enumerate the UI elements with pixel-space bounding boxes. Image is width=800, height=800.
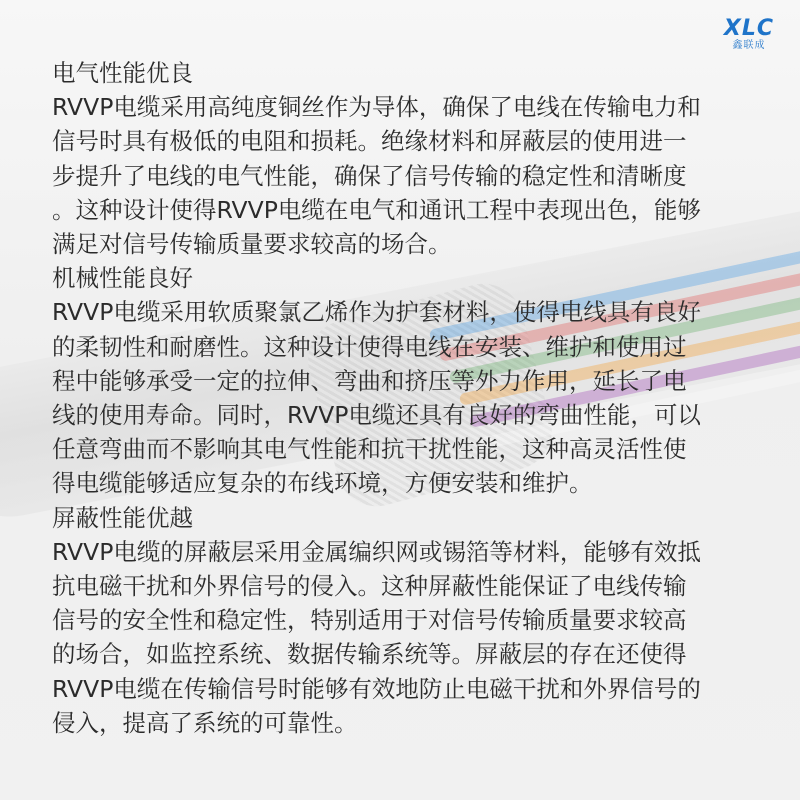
text-line: RVVP电缆在传输信号时能够有效地防止电磁干扰和外界信号的: [52, 674, 701, 703]
text-line: 侵入，提高了系统的可靠性。: [52, 708, 358, 737]
logo-subtitle: 鑫联成: [732, 40, 766, 51]
logo-mark: XLC: [723, 16, 775, 41]
text-line: 信号的安全性和稳定性，特别适用于对信号传输质量要求较高: [52, 606, 687, 635]
text-line: 。这种设计使得RVVP电缆在电气和通讯工程中表现出色，能够: [52, 195, 701, 224]
section-heading-electrical: 电气性能优良: [52, 59, 193, 87]
text-line: 任意弯曲而不影响其电气性能和抗干扰性能，这种高灵活性使: [52, 435, 687, 464]
section-heading-mechanical: 机械性能良好: [52, 264, 193, 293]
brand-logo: [718, 18, 780, 52]
text-line: 程中能够承受一定的拉伸、弯曲和挤压等外力作用，延长了电: [52, 366, 687, 395]
text-line: 线的使用寿命。同时，RVVP电缆还具有良好的弯曲性能，可以: [52, 401, 701, 430]
text-line: 的柔韧性和耐磨性。这种设计使得电线在安装、维护和使用过: [52, 332, 687, 361]
article-body: [52, 56, 772, 740]
text-line: RVVP电缆的屏蔽层采用金属编织网或锡箔等材料，能够有效抵: [52, 537, 701, 566]
section-heading-shielding: 屏蔽性能优越: [52, 503, 193, 532]
text-line: RVVP电缆采用高纯度铜丝作为导体，确保了电线在传输电力和: [52, 93, 701, 122]
text-line: RVVP电缆采用软质聚氯乙烯作为护套材料，使得电线具有良好: [52, 298, 701, 327]
text-line: 步提升了电线的电气性能，确保了信号传输的稳定性和清晰度: [52, 161, 687, 190]
text-line: 信号时具有极低的电阻和损耗。绝缘材料和屏蔽层的使用进一: [52, 127, 687, 156]
text-line: 满足对信号传输质量要求较高的场合。: [52, 230, 452, 259]
text-line: 抗电磁干扰和外界信号的侵入。这种屏蔽性能保证了电线传输: [52, 572, 687, 601]
text-line: 得电缆能够适应复杂的布线环境，方便安装和维护。: [52, 469, 593, 498]
text-line: 的场合，如监控系统、数据传输系统等。屏蔽层的存在还使得: [52, 640, 687, 669]
